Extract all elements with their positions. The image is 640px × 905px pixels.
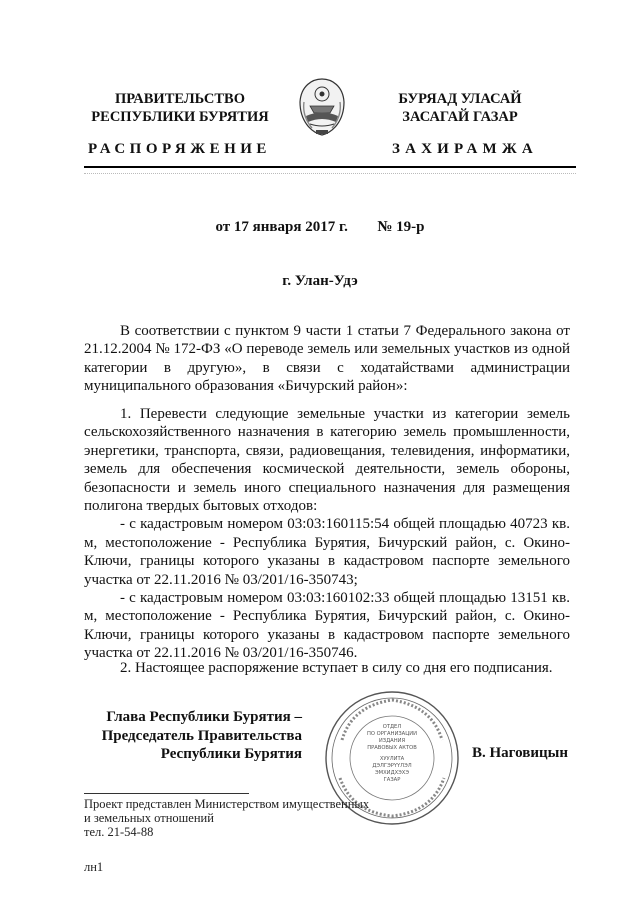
government-name-ru: [70, 90, 290, 126]
bullet-2: - с кадастровым номером 03:03:160102:33 общей площадью 13151 кв. м, местоположение - Республика Бурятия, Бичурский район, с. Окино-Ключи, границы которого указаны в кадастровом паспорте земельного участка от 22.11.2016 № 03/201/16-350746.: [84, 590, 570, 662]
government-name-bur: [355, 90, 565, 126]
government-line-bur-1: БУРЯАД УЛАСАЙ: [398, 91, 522, 107]
document-type-bur: ЗАХИРАМЖА: [392, 141, 538, 157]
stamp-line-6: ДЭЛГЭРҮҮЛЭЛ: [372, 763, 412, 769]
header-divider-dotted: [84, 173, 576, 174]
preamble: В соответствии с пунктом 9 части 1 статьи 7 Федерального закона от 21.12.2004 № 172-ФЗ «О переводе земель или земельных участков из одной категории в другую», в связи с ходатайствами администрации муниципального образования «Бичурский район»:: [84, 323, 570, 395]
item-2: 2. Настоящее распоряжение вступает в силу со дня его подписания.: [120, 660, 553, 676]
signatory-title-line-2: Председатель Правительства: [101, 727, 302, 744]
stamp-line-5: ХУУЛИТА: [379, 756, 405, 762]
signatory-title-line-1: Глава Республики Бурятия –: [106, 709, 302, 725]
signatory-title: [70, 708, 302, 764]
footer-phone: тел. 21-54-88: [84, 825, 154, 839]
stamp-line-3: ИЗДАНИЯ: [378, 738, 406, 744]
stamp-line-7: ЭМХИДХЭХЭ: [375, 770, 409, 776]
stamp-line-8: ГАЗАР: [383, 777, 401, 783]
footer-line-1: Проект представлен Министерством имущественных: [84, 797, 370, 811]
footer-note: [84, 797, 369, 839]
government-line-1: ПРАВИТЕЛЬСТВО: [115, 91, 245, 107]
stamp-line-2: ПО ОРГАНИЗАЦИИ: [366, 731, 418, 737]
date-line: [0, 219, 640, 236]
header-divider: [84, 166, 576, 168]
coat-of-arms-icon: [296, 76, 348, 138]
government-line-2: РЕСПУБЛИКИ БУРЯТИЯ: [91, 109, 269, 125]
document-date: от 17 января 2017 г.: [215, 219, 348, 235]
body-item2-block: [84, 659, 570, 677]
footer-line-2: и земельных отношений: [84, 811, 214, 825]
government-line-bur-2: ЗАСАГАЙ ГАЗАР: [402, 109, 518, 125]
bullet-1: - с кадастровым номером 03:03:160115:54 общей площадью 40723 кв. м, местоположение - Республика Бурятия, Бичурский район, с. Окино-Ключи, границы которого указаны в кадастровом паспорте земельного участка от 22.11.2016 № 03/201/16-350743;: [84, 516, 570, 588]
item-1: 1. Перевести следующие земельные участки из категории земель сельскохозяйственного назначения в категорию земель промышленности, энергетики, транспорта, связи, радиовещания, телевидения, информатики, земель для обеспечения космической деятельности, земель обороны, безопасности и земель иного специального назначения для размещения полигона твердых бытовых отходов:: [84, 406, 570, 515]
document-number: № 19-р: [377, 219, 425, 235]
signatory-name: В. Наговицын: [472, 745, 568, 761]
city-name: г. Улан-Удэ: [282, 273, 358, 289]
body-preamble-block: [84, 322, 570, 396]
signatory-title-line-3: Республики Бурятия: [160, 746, 302, 762]
footer-divider: [84, 793, 249, 794]
document-type-ru: РАСПОРЯЖЕНИЕ: [88, 141, 271, 157]
body-items-block: [84, 405, 570, 663]
document-code: лн1: [84, 860, 104, 874]
stamp-line-4: ПРАВОВЫХ АКТОВ: [367, 745, 417, 751]
stamp-line-1: ОТДЕЛ: [382, 724, 402, 730]
